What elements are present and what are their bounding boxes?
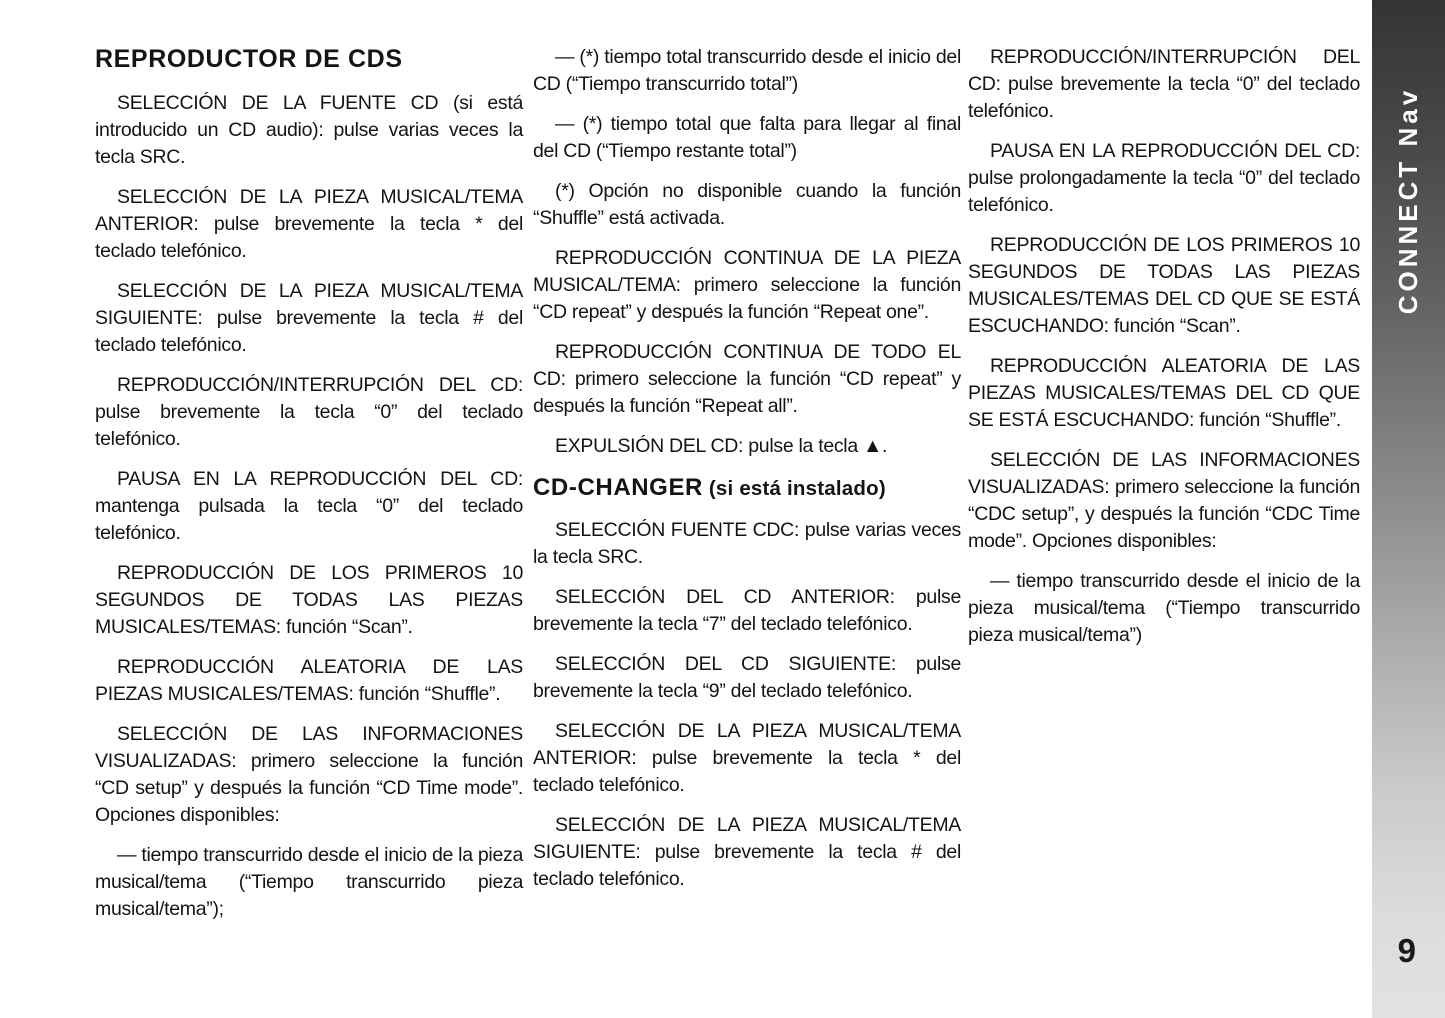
page-number: 9: [1397, 932, 1416, 969]
paragraph: SELECCIÓN DE LA PIEZA MUSICAL/TEMA ANTERIOR: pulse brevemente la tecla * del teclado telefónico.: [95, 186, 523, 262]
paragraph: REPRODUCCIÓN ALEATORIA DE LAS PIEZAS MUSICALES/TEMAS DEL CD QUE SE ESTÁ ESCUCHANDO: función “Shuffle”.: [968, 355, 1360, 431]
section-heading-title: CD-CHANGER: [533, 474, 703, 501]
paragraph: SELECCIÓN DE LA FUENTE CD (si está introducido un CD audio): pulse varias veces la tecla SRC.: [95, 92, 523, 168]
section-heading: REPRODUCTOR DE CDS: [95, 45, 403, 73]
chapter-label: CONNECT Nav: [1393, 86, 1424, 314]
paragraph: SELECCIÓN DEL CD ANTERIOR: pulse brevemente la tecla “7” del teclado telefónico.: [533, 586, 961, 635]
column-right: [968, 44, 1360, 662]
paragraph: — (*) tiempo total transcurrido desde el inicio del CD (“Tiempo transcurrido total”): [533, 46, 961, 95]
chapter-sidebar: [1372, 0, 1445, 1018]
paragraph: SELECCIÓN FUENTE CDC: pulse varias veces la tecla SRC.: [533, 519, 961, 568]
paragraph: REPRODUCCIÓN DE LOS PRIMEROS 10 SEGUNDOS DE TODAS LAS PIEZAS MUSICALES/TEMAS DEL CD QUE SE ESTÁ ESCUCHANDO: función “Scan”.: [968, 234, 1360, 337]
paragraph: (*) Opción no disponible cuando la función “Shuffle” está activada.: [533, 180, 961, 229]
paragraph: SELECCIÓN DE LAS INFORMACIONES VISUALIZADAS: primero seleccione la función “CD setup” y después la función “CD Time mode”. Opciones disponibles:: [95, 723, 523, 826]
paragraph: PAUSA EN LA REPRODUCCIÓN DEL CD: pulse prolongadamente la tecla “0” del teclado telefónico.: [968, 140, 1360, 216]
paragraph: PAUSA EN LA REPRODUCCIÓN DEL CD: mantenga pulsada la tecla “0” del teclado telefónico.: [95, 468, 523, 544]
paragraph: EXPULSIÓN DEL CD: pulse la tecla ▲.: [555, 435, 888, 457]
paragraph: SELECCIÓN DEL CD SIGUIENTE: pulse brevemente la tecla “9” del teclado telefónico.: [533, 653, 961, 702]
paragraph: REPRODUCCIÓN/INTERRUPCIÓN DEL CD: pulse brevemente la tecla “0” del teclado telefónico.: [95, 374, 523, 450]
paragraph: REPRODUCCIÓN/INTERRUPCIÓN DEL CD: pulse brevemente la tecla “0” del teclado telefónico.: [968, 46, 1360, 122]
column-middle: [533, 44, 961, 906]
column-left: [95, 44, 523, 936]
paragraph: REPRODUCCIÓN CONTINUA DE LA PIEZA MUSICAL/TEMA: primero seleccione la función “CD repeat” y después la función “Repeat one”.: [533, 247, 961, 323]
paragraph: SELECCIÓN DE LA PIEZA MUSICAL/TEMA SIGUIENTE: pulse brevemente la tecla # del teclado telefónico.: [95, 280, 523, 356]
paragraph: REPRODUCCIÓN DE LOS PRIMEROS 10 SEGUNDOS DE TODAS LAS PIEZAS MUSICALES/TEMAS: función “Scan”.: [95, 562, 523, 638]
section-heading-suffix: (si está instalado): [703, 477, 886, 500]
paragraph: SELECCIÓN DE LA PIEZA MUSICAL/TEMA SIGUIENTE: pulse brevemente la tecla # del teclado telefónico.: [533, 814, 961, 890]
paragraph: SELECCIÓN DE LAS INFORMACIONES VISUALIZADAS: primero seleccione la función “CDC setup”, y después la función “CDC Time mode”. Opciones disponibles:: [968, 449, 1360, 552]
section-heading: [533, 473, 961, 502]
paragraph: REPRODUCCIÓN ALEATORIA DE LAS PIEZAS MUSICALES/TEMAS: función “Shuffle”.: [95, 656, 523, 705]
paragraph: — tiempo transcurrido desde el inicio de la pieza musical/tema (“Tiempo transcurrido pieza musical/tema”);: [95, 844, 523, 920]
paragraph: REPRODUCCIÓN CONTINUA DE TODO EL CD: primero seleccione la función “CD repeat” y después la función “Repeat all”.: [533, 341, 961, 417]
paragraph: — tiempo transcurrido desde el inicio de la pieza musical/tema (“Tiempo transcurrido pieza musical/tema”): [968, 570, 1360, 646]
paragraph: — (*) tiempo total que falta para llegar al final del CD (“Tiempo restante total”): [533, 113, 961, 162]
chapter-label-box: [1372, 0, 1445, 400]
paragraph: SELECCIÓN DE LA PIEZA MUSICAL/TEMA ANTERIOR: pulse brevemente la tecla * del teclado telefónico.: [533, 720, 961, 796]
